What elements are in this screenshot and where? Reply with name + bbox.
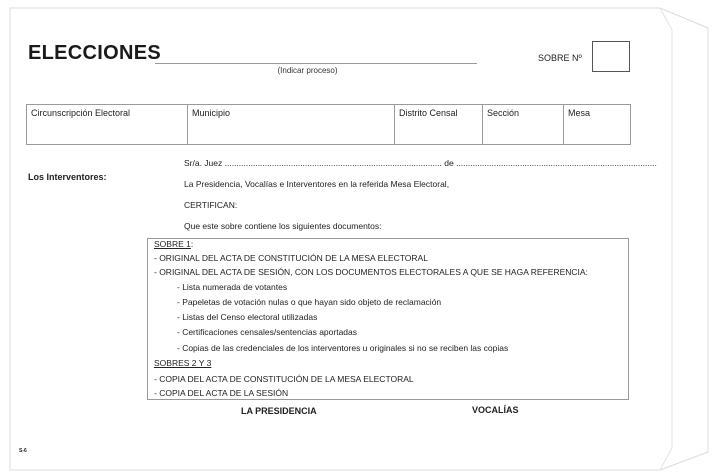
presidencia-signature-label: LA PRESIDENCIA (241, 406, 317, 416)
vocalias-signature-label: VOCALÍAS (472, 405, 519, 415)
field-distrito-censal[interactable] (395, 105, 483, 144)
list-item: - COPIA DEL ACTA DE CONSTITUCIÓN DE LA MESA ELECTORAL (154, 374, 414, 384)
process-line (155, 63, 477, 64)
field-seccion[interactable] (483, 105, 564, 144)
sub-list-item: - Certificaciones censales/sentencias aportadas (177, 327, 358, 337)
juez-line: Sr/a. Juez ............................................................................................ de ..................................................................................... (184, 158, 657, 168)
sub-list-item: - Lista numerada de votantes (177, 282, 288, 292)
sobres23-heading: SOBRES 2 Y 3 (154, 358, 212, 368)
list-item: - ORIGINAL DEL ACTA DE CONSTITUCIÓN DE LA MESA ELECTORAL (154, 253, 428, 263)
certifican-text: CERTIFICAN: (184, 200, 238, 210)
sobre1-heading-row (154, 239, 193, 249)
sobre-number-box[interactable] (592, 41, 630, 72)
election-title: ELECCIONES (28, 42, 162, 64)
process-caption: (Indicar proceso) (277, 66, 338, 75)
sobre1-colon: : (190, 239, 194, 249)
list-item: - ORIGINAL DEL ACTA DE SESIÓN, CON LOS DOCUMENTOS ELECTORALES A QUE SE HAGA REFERENCIA: (154, 267, 588, 277)
field-municipio[interactable] (188, 105, 395, 144)
location-fields-grid (26, 104, 631, 145)
sub-list-item: - Copias de las credenciales de los interventores u originales si no se reciben las copias (177, 343, 509, 353)
field-circunscripcion-label: Circunscripción Electoral (31, 108, 131, 118)
field-municipio-label: Municipio (192, 108, 231, 118)
sobre1-heading: SOBRE 1 (154, 239, 191, 249)
sobre-number-label: SOBRE Nº (538, 53, 582, 63)
list-item: - COPIA DEL ACTA DE LA SESIÓN (154, 388, 289, 398)
form-code: S-6 (19, 448, 27, 454)
field-mesa[interactable] (564, 105, 628, 144)
field-circunscripcion[interactable] (27, 105, 188, 144)
field-mesa-label: Mesa (568, 108, 591, 118)
presidencia-statement: La Presidencia, Vocalías e Interventores en la referida Mesa Electoral, (184, 179, 450, 189)
contiene-text: Que este sobre contiene los siguientes documentos: (184, 221, 382, 231)
documents-box (147, 238, 629, 400)
field-distrito-label: Distrito Censal (399, 108, 458, 118)
sub-list-item: - Listas del Censo electoral utilizadas (177, 312, 318, 322)
sub-list-item: - Papeletas de votación nulas o que hayan sido objeto de reclamación (177, 297, 442, 307)
field-seccion-label: Sección (487, 108, 520, 118)
interventores-label: Los Interventores: (28, 172, 107, 182)
